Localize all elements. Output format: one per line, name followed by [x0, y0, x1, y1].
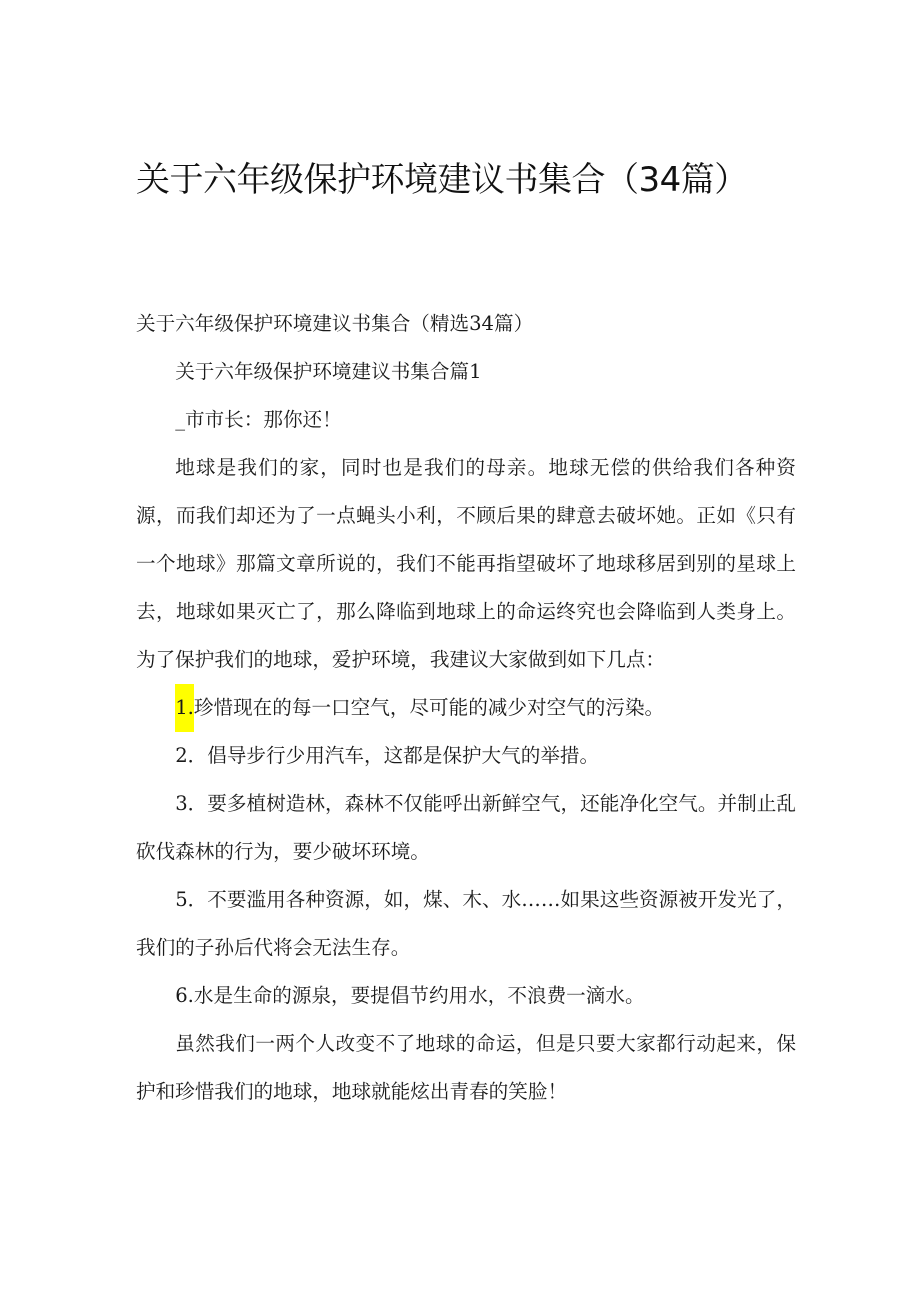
- document-body: [136, 300, 796, 1116]
- document-subtitle: 关于六年级保护环境建议书集合（精选34篇）: [136, 312, 534, 335]
- highlighted-item-number: 1.: [175, 684, 194, 732]
- paragraph-intro: 地球是我们的家，同时也是我们的母亲。地球无偿的供给我们各种资源，而我们却还为了一点蝇头小利，不顾后果的肆意去破坏她。正如《只有一个地球》那篇文章所说的，我们不能再指望破坏了地球移居到别的星球上去，地球如果灭亡了，那么降临到地球上的命运终究也会降临到人类身上。为了保护我们的地球，爱护环境，我建议大家做到如下几点：: [136, 456, 796, 671]
- list-item-2: 2．倡导步行少用汽车，这都是保护大气的举措。: [175, 744, 600, 767]
- list-item-5: 5．不要滥用各种资源，如，煤、木、水……如果这些资源被开发光了，我们的子孙后代将会无法生存。: [136, 888, 796, 959]
- paragraph-closing: 虽然我们一两个人改变不了地球的命运，但是只要大家都行动起来，保护和珍惜我们的地球，地球就能炫出青春的笑脸！: [136, 1032, 796, 1103]
- section-heading: 关于六年级保护环境建议书集合篇1: [175, 360, 482, 383]
- salutation: _市市长：那你还！: [175, 408, 342, 431]
- list-item-6: 6.水是生命的源泉，要提倡节约用水，不浪费一滴水。: [175, 984, 645, 1007]
- list-item-3: 3．要多植树造林，森林不仅能呼出新鲜空气，还能净化空气。并制止乱砍伐森林的行为，要少破坏环境。: [136, 792, 796, 863]
- list-item-1-text: 珍惜现在的每一口空气，尽可能的减少对空气的污染。: [193, 696, 665, 719]
- document-title: 关于六年级保护环境建议书集合（34篇）: [136, 160, 748, 200]
- list-item-1: [136, 684, 796, 732]
